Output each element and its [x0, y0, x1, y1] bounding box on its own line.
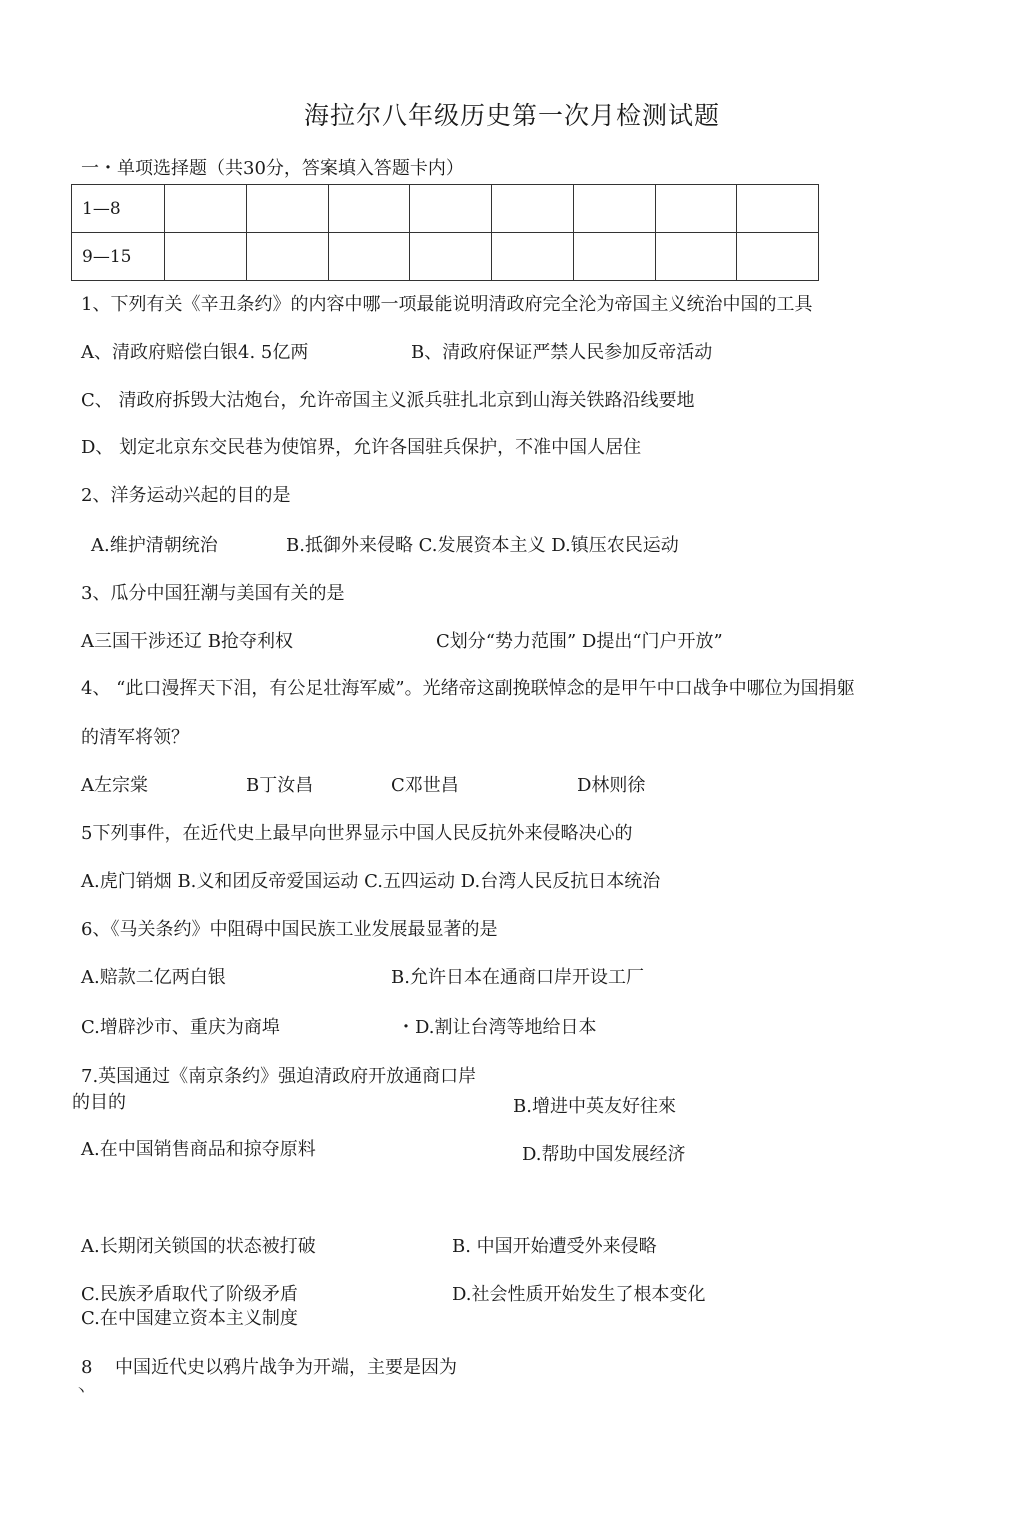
option-c-contradiction: C.民族矛盾取代了阶级矛盾 [81, 1284, 298, 1305]
question-1-option-a: A、清政府赔偿白银4. 5亿两 [81, 342, 309, 363]
answer-cell[interactable] [492, 185, 574, 233]
question-3-options-cd: C划分“势力范围” D提出“门户开放” [436, 631, 723, 652]
question-7-option-d: D.帮助中国发展经济 [522, 1144, 686, 1165]
table-row [72, 233, 819, 281]
question-4-stem: 4、 “此口漫挥天下泪，有公足壮海军威”。光绪帝这副挽联悼念的是甲午中口战争中哪位为国捐躯 [81, 678, 855, 699]
section-heading: 一・单项选择题（共30分，答案填入答题卡内） [81, 158, 464, 179]
option-d-social-nature: D.社会性质开始发生了根本变化 [452, 1284, 706, 1305]
question-7-stem-cont: 的目的 [72, 1092, 126, 1113]
answer-cell[interactable] [165, 185, 247, 233]
question-4-stem-cont: 的清军将领？ [81, 727, 189, 748]
question-6-stem: 6、《马关条约》中阻碍中国民族工业发展最显著的是 [81, 919, 498, 940]
question-8-number: 8 [81, 1357, 93, 1378]
question-6-option-b: B.允许日本在通商口岸开设工厂 [391, 967, 644, 988]
question-4-option-b: B丁汝昌 [246, 775, 314, 796]
question-6-option-a: A.赔款二亿两白银 [81, 967, 226, 988]
answer-cell[interactable] [655, 233, 737, 281]
question-5-options: A.虎门销烟 B.义和团反帝爱国运动 C.五四运动 D.台湾人民反抗日本统治 [81, 871, 661, 892]
row-label: 1—8 [72, 185, 165, 233]
answer-cell[interactable] [410, 233, 492, 281]
answer-cell[interactable] [492, 233, 574, 281]
option-a-closed-door: A.长期闭关锁国的状态被打破 [81, 1236, 316, 1257]
question-8-stem: 中国近代史以鸦片战争为开端，主要是因为 [115, 1357, 457, 1378]
answer-cell[interactable] [328, 233, 410, 281]
answer-cell[interactable] [410, 185, 492, 233]
row-label: 9—15 [72, 233, 165, 281]
question-4-option-c: C邓世昌 [391, 775, 459, 796]
answer-cell[interactable] [573, 185, 655, 233]
answer-cell[interactable] [246, 233, 328, 281]
answer-card-table [71, 184, 819, 281]
question-2-options-bcd: B.抵御外来侵略 C.发展资本主义 D.镇压农民运动 [286, 535, 679, 556]
answer-cell[interactable] [655, 185, 737, 233]
table-row [72, 185, 819, 233]
stray-mark: 丶 [74, 1384, 88, 1400]
question-1-stem: 1、下列有关《辛丑条约》的内容中哪一项最能说明清政府完全沦为帝国主义统治中国的工具 [81, 294, 813, 315]
question-4-option-a: A左宗棠 [81, 775, 148, 796]
answer-cell[interactable] [165, 233, 247, 281]
question-7-option-a: A.在中国销售商品和掠夺原料 [81, 1139, 316, 1160]
answer-cell[interactable] [573, 233, 655, 281]
question-2-option-a: A.维护清朝统治 [91, 535, 218, 556]
answer-cell[interactable] [246, 185, 328, 233]
question-6-option-d: ・D.割让台湾等地给日本 [397, 1017, 597, 1038]
answer-cell[interactable] [328, 185, 410, 233]
question-4-option-d: D林则徐 [577, 775, 646, 796]
page-title: 海拉尔八年级历史第一次月检测试题 [304, 101, 721, 130]
question-7-option-b: B.增进中英友好往來 [513, 1096, 676, 1117]
question-1-option-d: D、 划定北京东交民巷为使馆界，允许各国驻兵保护，不准中国人居住 [81, 437, 642, 458]
question-3-stem: 3、瓜分中国狂潮与美国有关的是 [81, 583, 345, 604]
question-7-stem: 7.英国通过《南京条约》强迫清政府开放通商口岸 [81, 1066, 477, 1087]
answer-cell[interactable] [737, 233, 819, 281]
answer-cell[interactable] [737, 185, 819, 233]
question-6-option-c: C.增辟沙市、重庆为商埠 [81, 1017, 280, 1038]
question-5-stem: 5下列事件，在近代史上最早向世界显示中国人民反抗外来侵略决心的 [81, 823, 633, 844]
question-1-option-c: C、 清政府拆毁大沽炮台，允许帝国主义派兵驻扎北京到山海关铁路沿线要地 [81, 390, 695, 411]
option-b-invasion: B. 中国开始遭受外来侵略 [452, 1236, 657, 1257]
question-3-options-ab: A三国干涉还辽 B抢夺利权 [81, 631, 293, 652]
question-1-option-b: B、清政府保证严禁人民参加反帝活动 [411, 342, 713, 363]
option-c-capitalism: C.在中国建立资本主义制度 [81, 1308, 298, 1329]
question-2-stem: 2、洋务运动兴起的目的是 [81, 485, 291, 506]
